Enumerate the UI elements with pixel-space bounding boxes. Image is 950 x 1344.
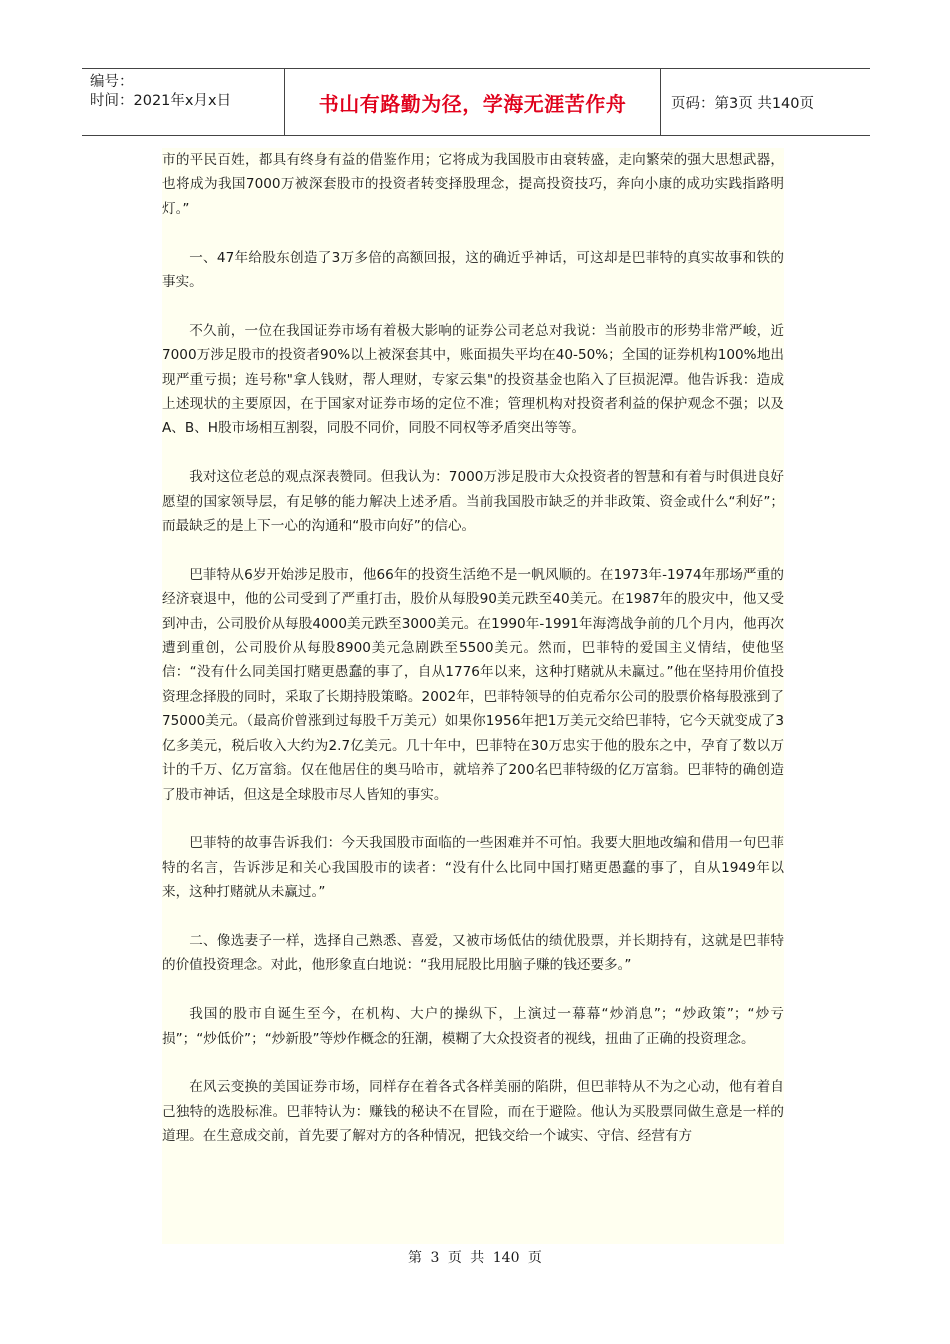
header-motto: 书山有路勤为径，学海无涯苦作舟 [285, 69, 661, 135]
paragraph: 巴菲特的故事告诉我们：今天我国股市面临的一些困难并不可怕。我要大胆地改编和借用一句巴菲特的名言，告诉涉足和关心我国股市的读者：“没有什么比同中国打赌更愚蠢的事了，自从1949年以来，这种打赌就从未赢过。” [162, 835, 784, 901]
header-meta [82, 69, 285, 135]
header-page-info: 页码：第3页 共140页 [671, 95, 815, 112]
document-date-label: 时间：2021年x月x日 [90, 93, 232, 109]
paragraph: 巴菲特从6岁开始涉足股市，他66年的投资生活绝不是一帆风顺的。在1973年-1974年那场严重的经济衰退中，他的公司受到了严重打击，股价从每股90美元跌至40美元。在1987年的股灾中，他又受到冲击，公司股价从每股4000美元跌至3000美元。在1990年-1991年海湾战争前的几个月内，他再次遭到重创，公司股价从每股8900美元急剧跌至5500美元。然而，巴菲特的爱国主义情结，使他坚信：“没有什么同美国打赌更愚蠢的事了，自从1776年以来，这种打赌就从未赢过。”他在坚持用价值投资理念择股的同时，采取了长期持股策略。2002年，巴菲特领导的伯克希尔公司的股票价格每股涨到了75000美元。（最高价曾涨到过每股千万美元）如果你1956年把1万美元交给巴菲特，它今天就变成了3亿多美元，税后收入大约为2.7亿美元。几十年中，巴菲特在30万忠实于他的股东之中，孕育了数以万计的千万、亿万富翁。仅在他居住的奥马哈市，就培养了200名巴菲特级的亿万富翁。巴菲特的确创造了股市神话，但这是全球股市尽人皆知的事实。 [162, 566, 784, 803]
paragraph: 我对这位老总的观点深表赞同。但我认为：7000万涉足股市大众投资者的智慧和有着与时俱进良好愿望的国家领导层，有足够的能力解决上述矛盾。当前我国股市缺乏的并非政策、资金或什么“利好”；而最缺乏的是上下一心的沟通和“股市向好”的信心。 [162, 469, 784, 535]
paragraph: 一、47年给股东创造了3万多倍的高额回报，这的确近乎神话，可这却是巴菲特的真实故事和铁的事实。 [162, 249, 784, 291]
paragraph: 市的平民百姓，都具有终身有益的借鉴作用；它将成为我国股市由衰转盛，走向繁荣的强大思想武器，也将成为我国7000万被深套股市的投资者转变择股理念，提高投资技巧，奔向小康的成功实践指路明灯。” [162, 152, 784, 217]
paragraph: 我国的股市自诞生至今，在机构、大户的操纵下，上演过一幕幕“炒消息”；“炒政策”；“炒亏损”；“炒低价”；“炒新股”等炒作概念的狂潮，模糊了大众投资者的视线，扭曲了正确的投资理念。 [162, 1006, 784, 1047]
paragraph: 二、像选妻子一样，选择自己熟悉、喜爱，又被市场低估的绩优股票，并长期持有，这就是巴菲特的价值投资理念。对此，他形象直白地说：“我用屁股比用脑子赚的钱还要多。” [162, 932, 784, 974]
page-header [82, 68, 870, 136]
paragraph: 在风云变换的美国证券市场，同样存在着各式各样美丽的陷阱，但巴菲特从不为之心动，他有着自己独特的选股标准。巴菲特认为：赚钱的秘诀不在冒险，而在于避险。他认为买股票同做生意是一样的道理。在生意成交前，首先要了解对方的各种情况，把钱交给一个诚实、守信、经营有方 [162, 1079, 784, 1145]
document-body [162, 148, 784, 1244]
document-number-label: 编号： [90, 74, 134, 90]
paragraph: 不久前，一位在我国证券市场有着极大影响的证券公司老总对我说：当前股市的形势非常严峻，近7000万涉足股市的投资者90%以上被深套其中，账面损失平均在40-50%；全国的证券机构100%地出现严重亏损；连号称"拿人钱财，帮人理财，专家云集"的投资基金也陷入了巨损泥潭。他告诉我：造成上述现状的主要原因，在于国家对证券市场的定位不准；管理机构对投资者利益的保护观念不强；以及A、B、H股市场相互割裂，同股不同价，同股不同权等矛盾突出等等。 [162, 322, 784, 437]
page-footer: 第 3 页 共 140 页 [408, 1250, 542, 1266]
